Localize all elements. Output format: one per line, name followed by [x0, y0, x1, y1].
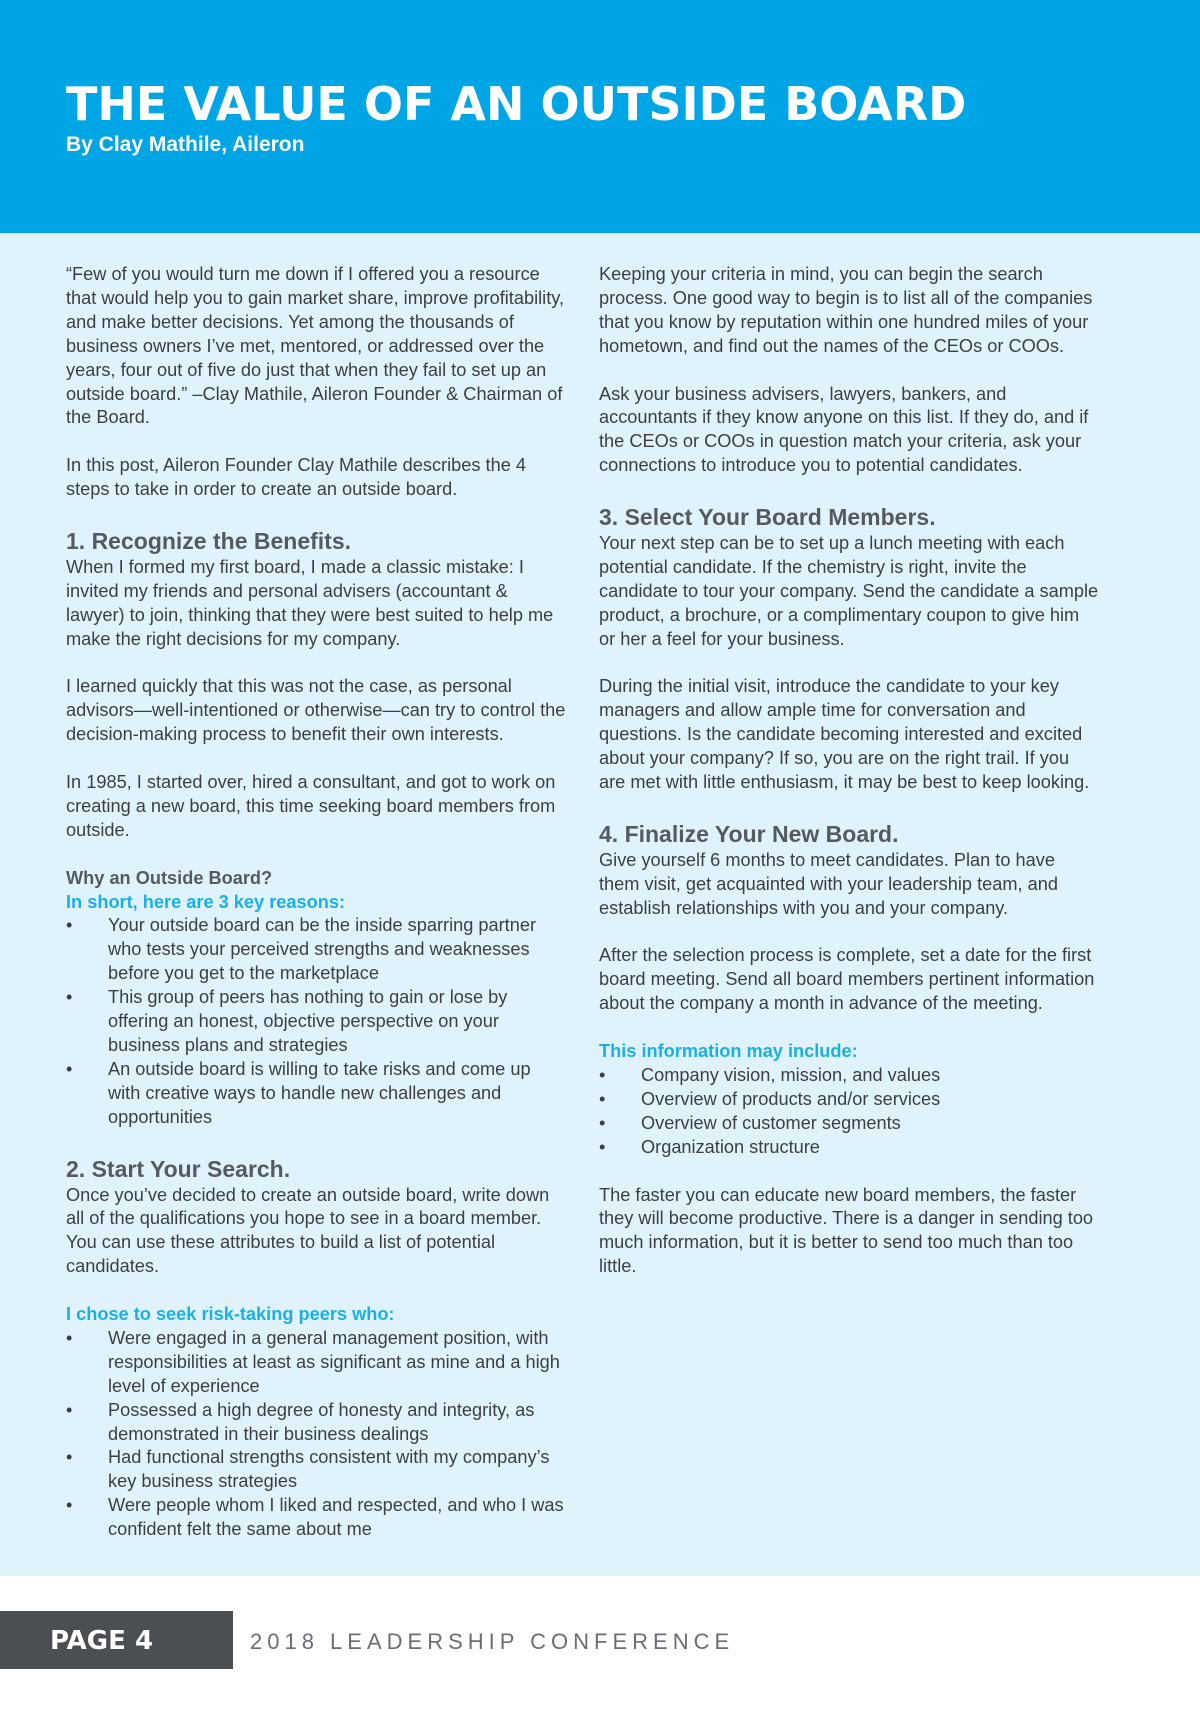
section-2-heading: 2. Start Your Search.	[66, 1155, 291, 1182]
list-item: • Possessed a high degree of honesty and integrity, as demonstrated in their business dealings	[66, 1399, 535, 1444]
bullet-icon: •	[66, 1495, 73, 1516]
bullet-icon: •	[599, 1065, 606, 1085]
bullet-icon: •	[599, 1088, 606, 1109]
bullet-icon: •	[66, 1327, 73, 1348]
reasons-list	[66, 914, 566, 1129]
search-paragraph: Ask your business advisers, lawyers, bankers, and accountants if they know anyone on this list. If they do, and if the CEOs or COOs in question match your criteria, ask your connections to introduce you to potential candidates.	[599, 383, 1089, 476]
list-item: • An outside board is willing to take risks and come up with creative ways to handle new challenges and opportunities	[66, 1058, 531, 1127]
section-1-paragraph: In 1985, I started over, hired a consultant, and got to work on creating a new board, this time seeking board members from outside.	[66, 772, 556, 840]
article-body	[0, 233, 1200, 1576]
section-1-heading: 1. Recognize the Benefits.	[66, 527, 352, 554]
list-item: • Your outside board can be the inside sparring partner who tests your perceived strengths and weaknesses before you get to the marketplace	[66, 915, 537, 984]
left-column	[66, 263, 566, 1566]
list-item: • Organization structure	[599, 1136, 1099, 1160]
list-item: • This group of peers has nothing to gain or lose by offering an honest, objective perspective on your business plans and strategies	[66, 987, 508, 1056]
header-banner	[0, 0, 1200, 233]
list-item: • Were engaged in a general management position, with responsibilities at least as significant as mine and a high level of experience	[66, 1327, 560, 1396]
list-item: • Company vision, mission, and values	[599, 1064, 1099, 1088]
section-3-paragraph: Your next step can be to set up a lunch meeting with each potential candidate. If the chemistry is right, invite the candidate to tour your company. Send the candidate a sample product, a brochure, or a complimentary coupon to give him or her a feel for your business.	[599, 533, 1099, 649]
closing-paragraph: The faster you can educate new board members, the faster they will become productive. There is a danger in sending too much information, but it is better to send too much than too little.	[599, 1184, 1094, 1277]
list-item: • Overview of products and/or services	[599, 1088, 1099, 1112]
section-1-paragraph: When I formed my first board, I made a classic mistake: I invited my friends and personal advisers (accountant & lawyer) to join, thinking that they were best suited to help me make the right decisions for my company.	[66, 556, 554, 649]
list-item: • Overview of customer segments	[599, 1112, 1099, 1136]
section-4-paragraph: Give yourself 6 months to meet candidates. Plan to have them visit, get acquainted with your leadership team, and establish relationships with you and your company.	[599, 849, 1058, 918]
list-item: • Had functional strengths consistent with my company’s key business strategies	[66, 1447, 550, 1492]
info-subheading: This information may include:	[599, 1041, 858, 1062]
byline: By Clay Mathile, Aileron	[66, 133, 305, 156]
intro-paragraph: In this post, Aileron Founder Clay Mathile describes the 4 steps to take in order to create an outside board.	[66, 455, 526, 500]
bullet-icon: •	[66, 915, 73, 936]
bullet-icon: •	[599, 1136, 606, 1157]
section-1-paragraph: I learned quickly that this was not the case, as personal advisors—well-intentioned or otherwise—can try to control the decision-making process to benefit their own interests.	[66, 676, 566, 745]
page-number: PAGE 4	[50, 1626, 154, 1656]
list-item: • Were people whom I liked and respected, and who I was confident felt the same about me	[66, 1495, 564, 1540]
intro-quote: “Few of you would turn me down if I offered you a resource that would help you to gain market share, improve profitability, and make better decisions. Yet among the thousands of business owners I’ve met, mentored, or addressed over the years, four out of five do just that when they fail to set up an outside board.” –Clay Mathile, Aileron Founder & Chairman of the Board.	[66, 264, 565, 428]
search-paragraph: Keeping your criteria in mind, you can begin the search process. One good way to begin is to list all of the companies that you know by reputation within one hundred miles of your hometown, and find out the names of the CEOs or COOs.	[599, 264, 1093, 356]
bullet-icon: •	[599, 1112, 606, 1133]
peers-list	[66, 1327, 566, 1542]
section-3-paragraph: During the initial visit, introduce the candidate to your key managers and allow ample time for conversation and questions. Is the candidate becoming interested and excited about your company? If so, you are on the right trail. If you are met with little enthusiasm, it may be best to keep looking.	[599, 676, 1090, 793]
bullet-icon: •	[66, 1447, 73, 1468]
right-column	[599, 263, 1099, 1303]
bullet-icon: •	[66, 1058, 73, 1079]
info-list	[599, 1064, 1099, 1160]
section-2-paragraph: Once you’ve decided to create an outside board, write down all of the qualifications you hope to see in a board member. You can use these attributes to build a list of potential candidates.	[66, 1184, 550, 1277]
key-reasons-subheading: In short, here are 3 key reasons:	[66, 891, 346, 912]
why-outside-board-heading: Why an Outside Board?	[66, 867, 273, 888]
section-4-paragraph: After the selection process is complete, set a date for the first board meeting. Send all board members pertinent information about the company a month in advance of the meeting.	[599, 945, 1095, 1014]
bullet-icon: •	[66, 987, 73, 1008]
bullet-icon: •	[66, 1399, 73, 1420]
section-4-heading: 4. Finalize Your New Board.	[599, 820, 899, 847]
peers-subheading: I chose to seek risk-taking peers who:	[66, 1304, 395, 1325]
conference-label: 2018 LEADERSHIP CONFERENCE	[250, 1629, 735, 1654]
section-3-heading: 3. Select Your Board Members.	[599, 504, 936, 531]
page-title: THE VALUE OF AN OUTSIDE BOARD	[66, 77, 967, 131]
